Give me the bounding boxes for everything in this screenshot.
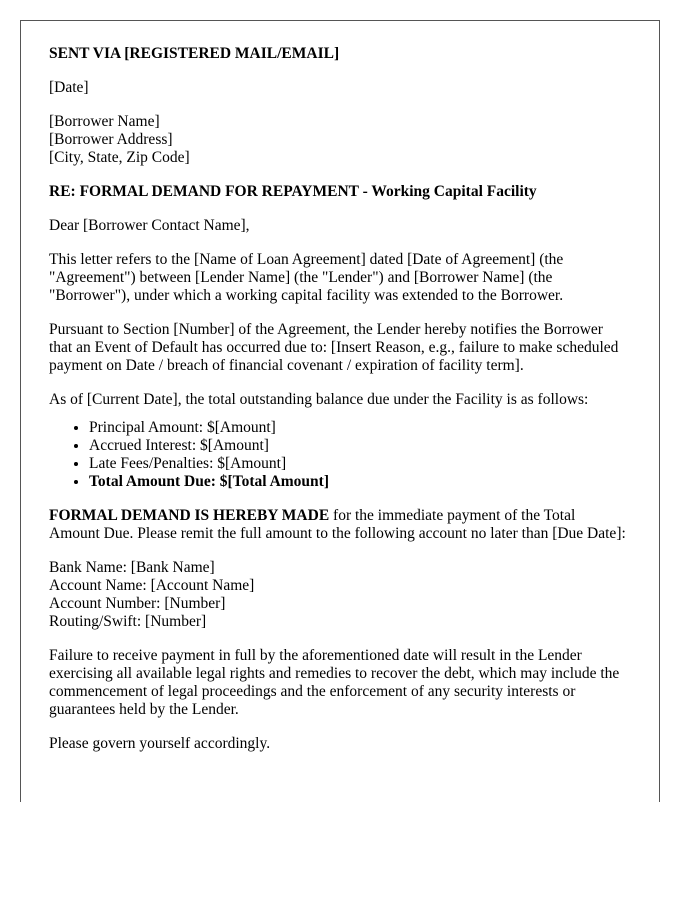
account-number: Account Number: [Number] [49,595,226,612]
paragraph-formal-demand [49,507,629,543]
letter-body [49,45,629,769]
amounts-list [49,419,629,491]
list-item-late-fees: • Late Fees/Penalties: $[Amount] [89,455,629,473]
formal-demand-text: for the immediate payment of the Total Amount Due. Please remit the full amount to the following account no later than [Due Date]: [49,507,626,542]
paragraph-event-of-default: Pursuant to Section [Number] of the Agreement, the Lender hereby notifies the Borrower that an Event of Default has occurred due to: [Insert Reason, e.g., failure to make scheduled payment on Date / breach of financial covenant / expiration of facility term]. [49,321,619,374]
paragraph-agreement-reference: This letter refers to the [Name of Loan Agreement] dated [Date of Agreement] (the "Agreement") between [Lender Name] (the "Lender") and [Borrower Name] (the "Borrower"), under which a working capital facility was extended to the Borrower. [49,251,564,304]
sent-via-line: SENT VIA [REGISTERED MAIL/EMAIL] [49,45,340,62]
subject-line: RE: FORMAL DEMAND FOR REPAYMENT - Working Capital Facility [49,183,537,200]
closing-line: Please govern yourself accordingly. [49,735,271,752]
recipient-name: [Borrower Name] [49,113,160,130]
paragraph-outstanding-balance: As of [Current Date], the total outstanding balance due under the Facility is as follows: [49,391,589,408]
list-item-principal: • Principal Amount: $[Amount] [89,419,629,437]
letter-page [20,20,660,802]
recipient-address: [Borrower Address] [49,131,173,148]
paragraph-consequences: Failure to receive payment in full by the aforementioned date will result in the Lender exercising all available legal rights and remedies to recover the debt, which may include the commencement of legal proceedings and the enforcement of any security interests or guarantees held by the Lender. [49,647,620,718]
recipient-address-block [49,113,629,167]
routing-swift: Routing/Swift: [Number] [49,613,207,630]
formal-demand-heading: FORMAL DEMAND IS HEREBY MADE [49,507,330,524]
bank-name: Bank Name: [Bank Name] [49,559,215,576]
salutation: Dear [Borrower Contact Name], [49,217,250,234]
list-item-interest: • Accrued Interest: $[Amount] [89,437,629,455]
list-item-total-due: • Total Amount Due: $[Total Amount] [89,473,629,491]
recipient-city-state-zip: [City, State, Zip Code] [49,149,190,166]
account-name: Account Name: [Account Name] [49,577,255,594]
bank-details-block [49,559,629,631]
letter-date: [Date] [49,79,89,96]
